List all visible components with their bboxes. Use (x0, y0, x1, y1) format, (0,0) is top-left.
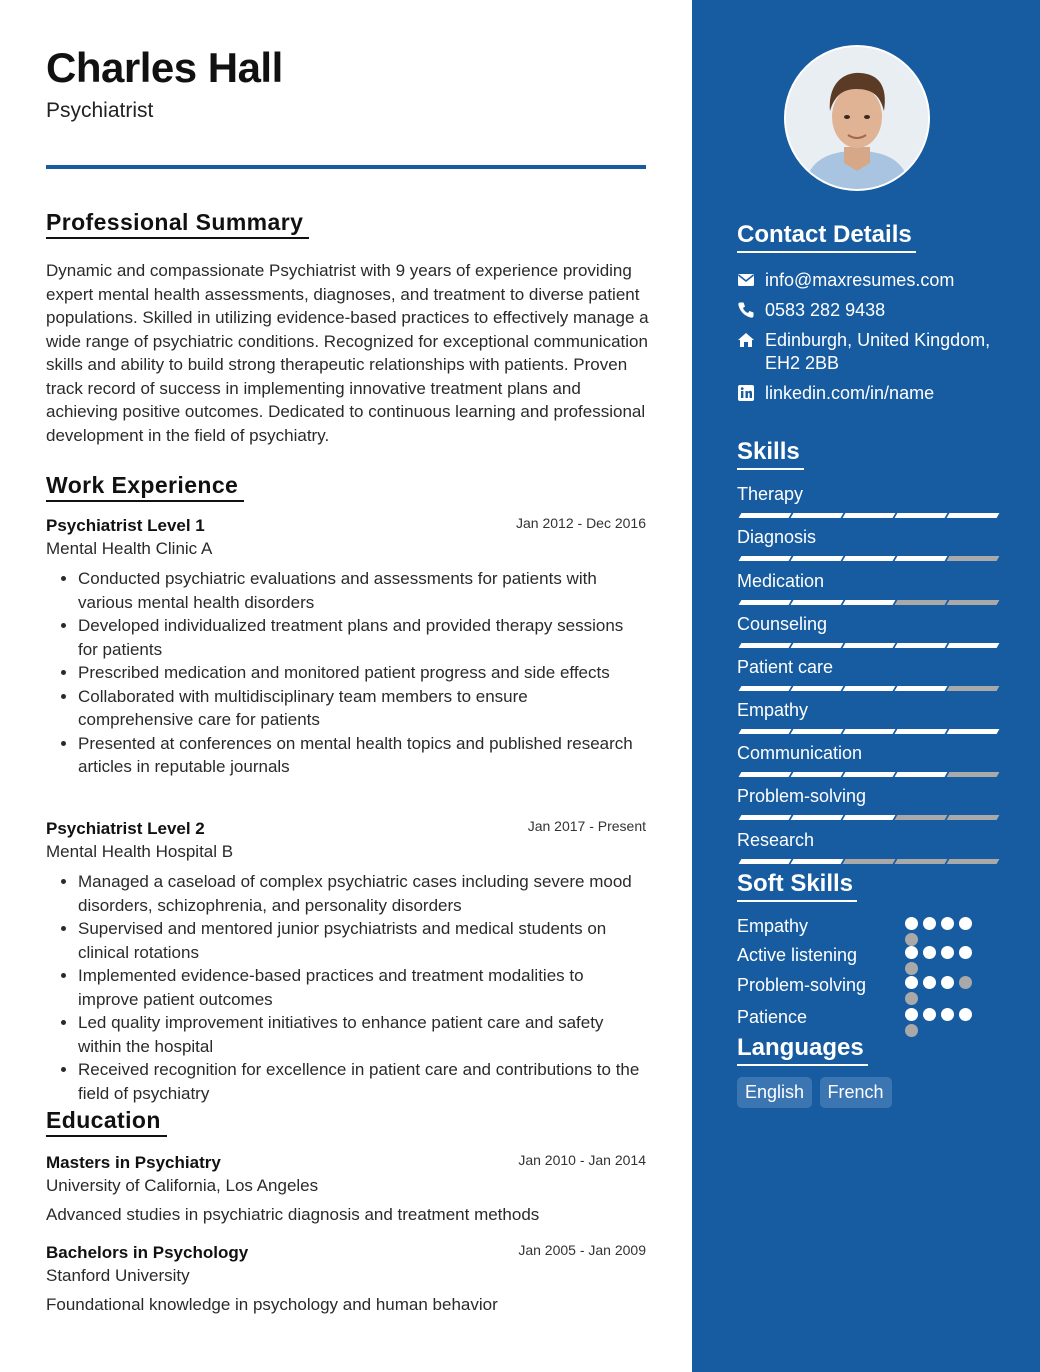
rating-dot-filled (941, 946, 954, 959)
skill-item (737, 785, 997, 807)
contact-address (737, 329, 1027, 375)
skill-bar-filled (791, 772, 844, 777)
candidate-title: Psychiatrist (46, 99, 154, 122)
soft-skill-item (737, 915, 997, 939)
skill-bar-filled (947, 643, 1000, 648)
profile-photo (784, 45, 930, 191)
skill-bar-empty (895, 859, 948, 864)
section-heading-skills: Skills (737, 438, 804, 470)
skill-item (737, 656, 997, 678)
education-description: Foundational knowledge in psychology and human behavior (46, 1295, 498, 1314)
language-tag: French (820, 1077, 892, 1108)
soft-skill-label: Patience (737, 1007, 808, 1027)
skill-item (737, 570, 997, 592)
skill-label: Communication (737, 743, 863, 763)
job-organization: Mental Health Hospital B (46, 842, 234, 861)
job-bullets (46, 567, 646, 779)
skill-bar-filled (843, 686, 896, 691)
rating-dot-filled (905, 976, 918, 989)
section-heading-summary: Professional Summary (46, 209, 309, 239)
job-bullets (46, 870, 646, 1105)
skill-bar-filled (739, 772, 792, 777)
skill-label: Patient care (737, 657, 834, 677)
skill-bar-filled (843, 815, 896, 820)
skill-bar-empty (947, 859, 1000, 864)
rating-dot-filled (923, 917, 936, 930)
skill-label: Problem-solving (737, 786, 867, 806)
skill-bar-filled (791, 815, 844, 820)
job-bullet: • Collaborated with multidisciplinary team members to ensure comprehensive care for patients (78, 685, 646, 732)
language-tag: English (737, 1077, 812, 1108)
skill-rating-bars (737, 815, 997, 823)
job-title: Psychiatrist Level 2 (46, 819, 205, 838)
sidebar (692, 0, 1040, 1372)
degree-title: Bachelors in Psychology (46, 1243, 249, 1262)
skill-bar-empty (895, 815, 948, 820)
skill-bar-filled (947, 513, 1000, 518)
skill-label: Therapy (737, 484, 804, 504)
skill-bar-filled (739, 729, 792, 734)
soft-skill-label: Empathy (737, 916, 809, 936)
rating-dot-filled (959, 1008, 972, 1021)
skill-rating-bars (737, 686, 997, 694)
section-heading-education: Education (46, 1107, 167, 1137)
skill-rating-bars (737, 729, 997, 737)
rating-dot-filled (959, 946, 972, 959)
skill-bar-empty (947, 815, 1000, 820)
skill-item (737, 829, 997, 851)
skill-bar-filled (843, 556, 896, 561)
skill-bar-empty (947, 686, 1000, 691)
skill-bar-filled (739, 556, 792, 561)
phone-icon (737, 301, 755, 319)
contact-phone[interactable] (737, 299, 1027, 322)
skill-bar-filled (843, 513, 896, 518)
skill-label: Counseling (737, 614, 828, 634)
job-bullet: • Developed individualized treatment plans and provided therapy sessions for patients (78, 614, 646, 661)
skill-bar-filled (791, 556, 844, 561)
education-description: Advanced studies in psychiatric diagnosis and treatment methods (46, 1205, 540, 1224)
skill-item (737, 613, 997, 635)
skill-bar-filled (791, 600, 844, 605)
rating-dot-filled (905, 946, 918, 959)
summary-text: Dynamic and compassionate Psychiatrist with 9 years of experience providing expert mental health assessments, diagnoses, and treatment to diverse patient populations. Skilled in utilizing evidence-based practices to effectively manage a wide range of psychiatric conditions. Recognized for exceptional communication skills and ability to build strong therapeutic relationships with patients. Proven track record of success in implementing innovative treatment plans and achieving positive outcomes. Dedicated to continuous learning and professional development in the field of psychiatry. (46, 261, 649, 445)
soft-skill-item (737, 974, 997, 998)
skill-label: Empathy (737, 700, 809, 720)
rating-dot-filled (923, 976, 936, 989)
skill-bar-empty (895, 600, 948, 605)
job-bullet: • Presented at conferences on mental health topics and published research articles in reputable journals (78, 732, 646, 779)
skill-bar-filled (791, 729, 844, 734)
skill-bar-filled (791, 686, 844, 691)
job-organization: Mental Health Clinic A (46, 539, 213, 558)
skill-bar-filled (843, 772, 896, 777)
skill-rating-bars (737, 643, 997, 651)
candidate-name: Charles Hall (46, 44, 283, 91)
skill-bar-filled (895, 643, 948, 648)
skill-bar-filled (739, 600, 792, 605)
skill-bar-empty (947, 772, 1000, 777)
skill-bar-empty (843, 859, 896, 864)
skill-bar-filled (739, 815, 792, 820)
skill-bar-filled (895, 729, 948, 734)
skill-bar-filled (895, 686, 948, 691)
rating-dot-filled (905, 917, 918, 930)
soft-skill-item (737, 1006, 997, 1030)
education-dates: Jan 2010 - Jan 2014 (518, 1152, 646, 1168)
skill-bar-filled (739, 686, 792, 691)
skill-label: Medication (737, 571, 825, 591)
section-heading-contact: Contact Details (737, 221, 916, 253)
skill-item (737, 526, 997, 548)
skill-bar-filled (843, 643, 896, 648)
rating-dot-filled (941, 917, 954, 930)
envelope-icon (737, 271, 755, 289)
skill-item (737, 483, 997, 505)
rating-dot-filled (923, 1008, 936, 1021)
job-title: Psychiatrist Level 1 (46, 516, 205, 535)
skill-bar-filled (895, 556, 948, 561)
skill-rating-bars (737, 556, 997, 564)
job-bullet: • Prescribed medication and monitored patient progress and side effects (78, 661, 646, 685)
job-bullet: • Conducted psychiatric evaluations and assessments for patients with various mental health disorders (78, 567, 646, 614)
skill-label: Research (737, 830, 815, 850)
skill-bar-filled (895, 513, 948, 518)
section-heading-soft-skills: Soft Skills (737, 870, 857, 902)
rating-dot-filled (959, 917, 972, 930)
job-dates: Jan 2012 - Dec 2016 (516, 515, 646, 531)
contact-email[interactable] (737, 269, 1027, 292)
degree-title: Masters in Psychiatry (46, 1153, 221, 1172)
soft-skill-label: Problem-solving (737, 975, 867, 995)
skill-bar-empty (947, 600, 1000, 605)
skill-item (737, 742, 997, 764)
rating-dot-empty (959, 976, 972, 989)
job-dates: Jan 2017 - Present (527, 818, 646, 834)
skill-bar-filled (843, 729, 896, 734)
address-text: Edinburgh, United Kingdom, EH2 2BB (765, 330, 991, 373)
skill-bar-filled (791, 513, 844, 518)
linkedin-text: linkedin.com/in/name (765, 383, 935, 403)
skill-bar-filled (791, 643, 844, 648)
soft-skill-rating-dots (905, 1008, 985, 1048)
skill-label: Diagnosis (737, 527, 817, 547)
contact-linkedin[interactable] (737, 382, 1027, 405)
linkedin-icon (737, 384, 755, 402)
skill-rating-bars (737, 600, 997, 608)
job-bullet: • Implemented evidence-based practices and treatment modalities to improve patient outcomes (78, 964, 646, 1011)
email-text: info@maxresumes.com (765, 270, 955, 290)
skill-bar-filled (739, 859, 792, 864)
skill-bar-filled (739, 513, 792, 518)
school-name: University of California, Los Angeles (46, 1176, 319, 1195)
education-entry (46, 1241, 646, 1316)
skill-bar-filled (947, 729, 1000, 734)
job-bullet: • Led quality improvement initiatives to enhance patient care and safety within the hospital (78, 1011, 646, 1058)
skill-rating-bars (737, 772, 997, 780)
skill-bar-filled (739, 643, 792, 648)
skill-bar-filled (895, 772, 948, 777)
school-name: Stanford University (46, 1266, 190, 1285)
skill-bar-empty (947, 556, 1000, 561)
job-entry (46, 817, 646, 1105)
language-tags (737, 1077, 895, 1108)
header-divider (46, 165, 646, 169)
section-heading-experience: Work Experience (46, 472, 244, 502)
section-heading-languages: Languages (737, 1034, 868, 1066)
skill-bar-filled (843, 600, 896, 605)
education-dates: Jan 2005 - Jan 2009 (518, 1242, 646, 1258)
rating-dot-filled (923, 946, 936, 959)
job-bullet: • Managed a caseload of complex psychiatric cases including severe mood disorders, schizophrenia, and personality disorders (78, 870, 646, 917)
job-entry (46, 514, 646, 779)
job-bullet: • Received recognition for excellence in patient care and contributions to the field of psychiatry (78, 1058, 646, 1105)
phone-text: 0583 282 9438 (765, 300, 886, 320)
rating-dot-filled (941, 976, 954, 989)
rating-dot-filled (941, 1008, 954, 1021)
job-bullet: • Supervised and mentored junior psychiatrists and medical students on clinical rotations (78, 917, 646, 964)
skill-item (737, 699, 997, 721)
soft-skill-item (737, 944, 997, 968)
skill-rating-bars (737, 859, 997, 867)
soft-skill-label: Active listening (737, 945, 858, 965)
skill-bar-filled (791, 859, 844, 864)
education-entry (46, 1151, 646, 1226)
rating-dot-filled (905, 1008, 918, 1021)
rating-dot-empty (905, 992, 918, 1005)
home-icon (737, 331, 755, 349)
skill-rating-bars (737, 513, 997, 521)
rating-dot-empty (905, 1024, 918, 1037)
